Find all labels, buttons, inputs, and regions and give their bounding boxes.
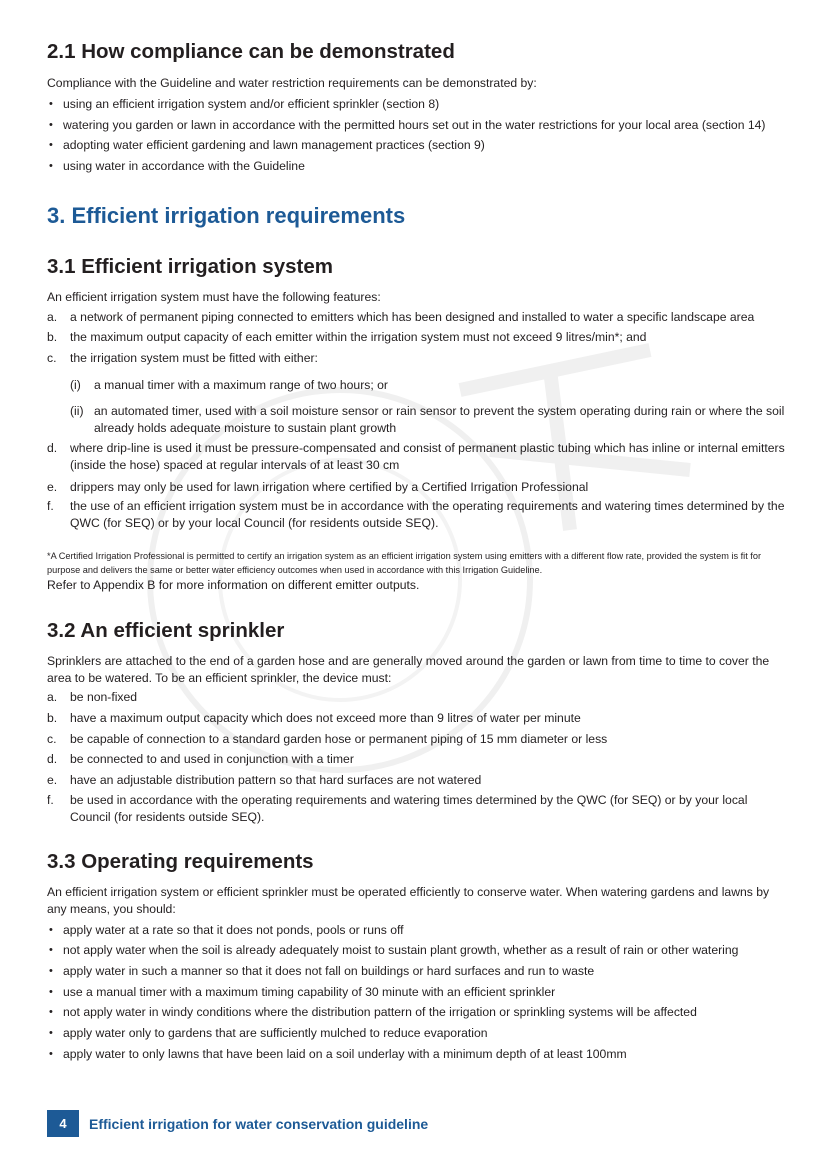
list-item: e. have an adjustable distribution pattern so that hard surfaces are not watered (47, 773, 482, 787)
sub-list-item: (ii) an automated timer, used with a soil moisture sensor or rain sensor to prevent the system operating during rain or where the soil already holds adequate moisture to sustain plant growth (70, 404, 785, 435)
footer-title: Efficient irrigation for water conservation guideline (89, 1115, 429, 1132)
list-item: f. the use of an efficient irrigation system must be in accordance with the operating requirements and watering times determined by the QWC (for SEQ) or by your local Council (for residents outside SEQ). (47, 499, 785, 530)
section-2-1-intro: Compliance with the Guideline and water restriction requirements can be demonstrated by: (47, 76, 537, 90)
list-item: • apply water at a rate so that it does not ponds, pools or runs off (49, 923, 404, 937)
list-item: b. have a maximum output capacity which does not exceed more than 9 litres of water per minute (47, 711, 581, 725)
list-item: • apply water only to gardens that are sufficiently mulched to reduce evaporation (49, 1026, 488, 1040)
list-item: e. drippers may only be used for lawn irrigation where certified by a Certified Irrigation Professional (47, 480, 589, 494)
section-3-3-heading: 3.3 Operating requirements (47, 850, 314, 873)
list-item: • apply water in such a manner so that it does not fall on buildings or hard surfaces and run to waste (49, 964, 595, 978)
list-item: • not apply water when the soil is already adequately moist to sustain plant growth, whether as a result of rain or other watering (49, 943, 739, 957)
page-number: 4 (47, 1110, 79, 1137)
appendix-reference: Refer to Appendix B for more information on different emitter outputs. (47, 578, 420, 592)
list-item: • using water in accordance with the Guideline (49, 159, 305, 173)
section-3-3-intro: An efficient irrigation system or efficient sprinkler must be operated efficiently to conserve water. When watering gardens and lawns by any means, you should: (47, 885, 770, 916)
section-3-1-intro: An efficient irrigation system must have the following features: (47, 290, 381, 304)
footnote: *A Certified Irrigation Professional is permitted to certify an irrigation system as an efficient irrigation system using emitters with a different flow rate, provided the system is fit for purpose and delivers the same or better water efficiency outcomes when used in accordance with this Irrigation Guideline. (47, 551, 762, 576)
list-item: d. where drip-line is used it must be pressure-compensated and consist of permanent plastic tubing which has inline or internal emitters (inside the hose) spaced at regular intervals of at least 30 cm (47, 441, 785, 472)
section-3-2-intro: Sprinklers are attached to the end of a garden hose and are generally moved around the garden or lawn from time to time to cover the area to be watered. To be an efficient sprinkler, the device must: (47, 654, 770, 685)
section-2-1-heading: 2.1 How compliance can be demonstrated (47, 40, 455, 63)
page-footer (47, 1110, 428, 1137)
list-item: • not apply water in windy conditions where the distribution pattern of the irrigation or sprinkling systems will be affected (49, 1005, 697, 1019)
list-item: c. the irrigation system must be fitted with either: (47, 351, 318, 365)
list-item: a. a network of permanent piping connected to emitters which has been designed and installed to water a specific landscape area (47, 310, 755, 324)
list-item: f. be used in accordance with the operating requirements and watering times determined by the QWC (for SEQ) or by your local Council (for residents outside SEQ). (47, 793, 748, 824)
list-item: • adopting water efficient gardening and lawn management practices (section 9) (49, 138, 485, 152)
list-item: a. be non-fixed (47, 690, 138, 704)
list-item: • use a manual timer with a maximum timing capability of 30 minute with an efficient sprinkler (49, 985, 556, 999)
list-item: c. be capable of connection to a standard garden hose or permanent piping of 15 mm diameter or less (47, 732, 608, 746)
list-item: d. be connected to and used in conjunction with a timer (47, 752, 354, 766)
section-3-2-heading: 3.2 An efficient sprinkler (47, 619, 285, 642)
list-item: • using an efficient irrigation system and/or efficient sprinkler (section 8) (49, 97, 440, 111)
list-item: • apply water to only lawns that have been laid on a soil underlay with a minimum depth of at least 100mm (49, 1047, 627, 1061)
sub-list-item: (i) a manual timer with a maximum range of two hours; or (70, 378, 388, 392)
list-item: b. the maximum output capacity of each emitter within the irrigation system must not exceed 9 litres/min*; and (47, 330, 647, 344)
section-3-1-heading: 3.1 Efficient irrigation system (47, 255, 333, 278)
list-item: • watering you garden or lawn in accordance with the permitted hours set out in the water restrictions for your local area (section 14) (49, 118, 766, 132)
section-3-heading: 3. Efficient irrigation requirements (47, 203, 406, 228)
